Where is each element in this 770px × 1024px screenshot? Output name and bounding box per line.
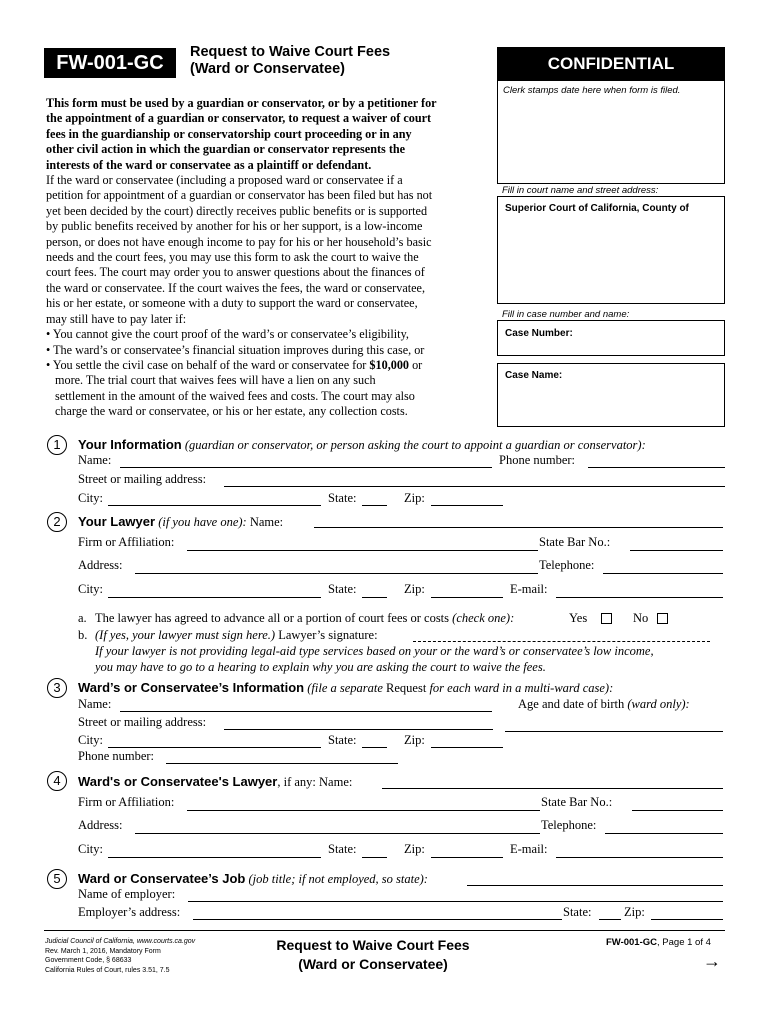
s2-zip-field[interactable] bbox=[431, 597, 503, 598]
section-2-heading bbox=[78, 513, 283, 531]
intro-line: yet been decided by the court) directly receives public benefits or is supported bbox=[46, 203, 428, 218]
section-5-note: (job title; if not employed, so state): bbox=[245, 872, 428, 886]
s1-zip-field[interactable] bbox=[431, 505, 503, 506]
footer-gov-code: Government Code, § 68633 bbox=[45, 957, 132, 964]
s3-age-field[interactable] bbox=[505, 731, 723, 732]
s2-a-check-note: (check one): bbox=[449, 611, 515, 625]
section-5-title: Ward or Conservatee’s Job bbox=[78, 871, 246, 886]
section-number-4: 4 bbox=[47, 771, 67, 791]
s3-zip-field[interactable] bbox=[431, 747, 503, 748]
s2-b-text bbox=[95, 628, 378, 643]
s2-warning-line2: you may have to go to a hearing to explain why you are asking the court to waive the fees. bbox=[95, 660, 546, 674]
section-3-note: (file a separate bbox=[304, 681, 387, 695]
s3-city-field[interactable] bbox=[108, 747, 321, 748]
footer-form-id: FW-001-GC bbox=[606, 937, 658, 948]
s3-state-label: State: bbox=[328, 733, 357, 747]
s1-city-field[interactable] bbox=[108, 505, 321, 506]
case-name-label: Case Name: bbox=[505, 370, 563, 381]
s3-phone-label: Phone number: bbox=[78, 749, 155, 763]
s5-state-label: State: bbox=[563, 905, 592, 919]
s4-name-label: Name: bbox=[315, 775, 353, 789]
s2-city-label: City: bbox=[78, 582, 104, 596]
s3-age-note: (ward only): bbox=[624, 697, 690, 711]
form-title-line1: Request to Waive Court Fees bbox=[190, 44, 391, 60]
intro-text bbox=[46, 96, 494, 420]
footer-revision: Rev. March 1, 2016, Mandatory Form bbox=[45, 947, 161, 955]
s1-phone-label: Phone number: bbox=[499, 453, 576, 467]
s4-firm-field[interactable] bbox=[187, 810, 540, 811]
s3-street-field[interactable] bbox=[224, 729, 493, 730]
s2-state-field[interactable] bbox=[362, 597, 387, 598]
intro-bullet: • You cannot give the court proof of the ward’s or conservatee’s eligibility, bbox=[46, 327, 409, 342]
s4-firm-label: Firm or Affiliation: bbox=[78, 795, 175, 809]
intro-line: needs and the court fees, you may use this form to ask the court to waive the bbox=[46, 250, 419, 265]
s2-name-field[interactable] bbox=[314, 527, 723, 528]
s2-tel-field[interactable] bbox=[603, 573, 723, 574]
section-3-title: Ward’s or Conservatee’s Information bbox=[78, 680, 305, 695]
yes-checkbox[interactable] bbox=[601, 613, 612, 624]
section-1-heading bbox=[78, 436, 646, 454]
section-number-3: 3 bbox=[47, 678, 67, 698]
s4-email-field[interactable] bbox=[556, 857, 723, 858]
s4-city-field[interactable] bbox=[108, 857, 321, 858]
s4-state-field[interactable] bbox=[362, 857, 387, 858]
s2-zip-label: Zip: bbox=[404, 582, 425, 596]
section-1-title: Your Information bbox=[78, 437, 182, 452]
s4-email-label: E-mail: bbox=[510, 842, 548, 856]
intro-line: may still have to pay later if: bbox=[46, 311, 187, 326]
s3-street-label: Street or mailing address: bbox=[78, 715, 207, 729]
footer-page-number: , Page 1 of 4 bbox=[657, 937, 711, 948]
footer-divider bbox=[44, 930, 725, 931]
section-2-note: (if you have one): bbox=[155, 515, 247, 529]
footer-left bbox=[45, 937, 195, 975]
s2-address-label: Address: bbox=[78, 558, 123, 572]
s2-state-label: State: bbox=[328, 582, 357, 596]
s4-bar-field[interactable] bbox=[632, 810, 723, 811]
s3-age-text: Age and date of birth bbox=[518, 697, 625, 711]
no-checkbox[interactable] bbox=[657, 613, 668, 624]
s4-address-label: Address: bbox=[78, 818, 123, 832]
s1-name-field[interactable] bbox=[120, 467, 492, 468]
section-1-note: (guardian or conservator, or person asking the court to appoint a guardian or conservator): bbox=[181, 438, 646, 452]
section-3-heading bbox=[78, 679, 613, 697]
s1-street-label: Street or mailing address: bbox=[78, 472, 207, 486]
intro-bold-line: other civil action in which the guardian or conservator represents the bbox=[46, 142, 406, 157]
s5-job-field[interactable] bbox=[467, 885, 723, 886]
case-info-note: Fill in case number and name: bbox=[502, 309, 630, 320]
footer-rules: California Rules of Court, rules 3.51, 7.5 bbox=[45, 966, 170, 974]
s4-tel-field[interactable] bbox=[605, 833, 723, 834]
s2-name-label: Name: bbox=[246, 515, 284, 529]
next-page-arrow-icon[interactable]: → bbox=[703, 951, 721, 971]
section-3-note-end: for each ward in a multi-ward case): bbox=[426, 681, 614, 695]
s4-bar-label: State Bar No.: bbox=[541, 795, 613, 809]
form-id-badge: FW-001-GC bbox=[44, 48, 176, 78]
footer-council: Judicial Council of California, www.courts.ca.gov bbox=[45, 938, 196, 945]
intro-bold-line: This form must be used by a guardian or conservator, or by a petitioner for bbox=[46, 96, 437, 110]
section-5-heading bbox=[78, 870, 428, 888]
intro-bullet-cont: charge the ward or conservatee, or his or her estate, any collection costs. bbox=[55, 404, 408, 419]
s5-employer-field[interactable] bbox=[188, 901, 723, 902]
court-name-label: Superior Court of California, County of bbox=[505, 203, 689, 214]
s5-zip-field[interactable] bbox=[651, 919, 723, 920]
s5-zip-label: Zip: bbox=[624, 905, 645, 919]
intro-bold-line: fees in the guardianship or conservatorship court proceeding or in any bbox=[46, 126, 412, 141]
section-2-title: Your Lawyer bbox=[78, 514, 156, 529]
intro-line: by public benefits received by another for his or her support, is a low-income bbox=[46, 219, 423, 234]
intro-bold-line: interests of the ward or conservatee as a plaintiff or defendant. bbox=[46, 157, 372, 172]
s2-sig-label: Lawyer’s signature: bbox=[275, 628, 378, 642]
intro-bold-line: the appointment of a guardian or conservator, to request a waiver of court bbox=[46, 111, 432, 126]
s1-zip-label: Zip: bbox=[404, 491, 425, 505]
footer-title-line1: Request to Waive Court Fees bbox=[276, 937, 470, 953]
s1-state-field[interactable] bbox=[362, 505, 387, 506]
s1-phone-field[interactable] bbox=[588, 467, 725, 468]
footer-title-line2: (Ward or Conservatee) bbox=[298, 956, 448, 972]
s4-address-field[interactable] bbox=[135, 833, 540, 834]
s5-emp-addr-label: Employer’s address: bbox=[78, 905, 181, 919]
s4-city-label: City: bbox=[78, 842, 104, 856]
court-name-note: Fill in court name and street address: bbox=[502, 185, 659, 196]
section-3-note-request: Request bbox=[386, 681, 427, 695]
intro-bullet bbox=[46, 358, 494, 373]
s2-email-field[interactable] bbox=[556, 597, 723, 598]
form-title bbox=[190, 44, 390, 78]
intro-line: person, or does not have enough income to pay for his or her household’s basic bbox=[46, 234, 432, 249]
s4-name-field[interactable] bbox=[382, 788, 723, 789]
s3-zip-label: Zip: bbox=[404, 733, 425, 747]
intro-line: If the ward or conservatee (including a proposed ward or conservatee if a bbox=[46, 173, 403, 188]
s2-a-text bbox=[95, 611, 514, 626]
section-4-note: , if any: bbox=[277, 775, 316, 789]
s4-state-label: State: bbox=[328, 842, 357, 856]
s2-bar-field[interactable] bbox=[630, 550, 723, 551]
s3-age-label bbox=[518, 697, 690, 712]
clerk-stamp-note: Clerk stamps date here when form is filed. bbox=[503, 85, 681, 96]
confidential-banner: CONFIDENTIAL bbox=[497, 47, 725, 80]
s5-employer-label: Name of employer: bbox=[78, 887, 176, 901]
form-title-line2: (Ward or Conservatee) bbox=[190, 61, 345, 77]
s2-bar-label: State Bar No.: bbox=[539, 535, 611, 549]
s1-state-label: State: bbox=[328, 491, 357, 505]
yes-label: Yes bbox=[569, 611, 588, 625]
s1-street-field[interactable] bbox=[224, 486, 725, 487]
s2-a-label: a. bbox=[78, 611, 87, 625]
s2-email-label: E-mail: bbox=[510, 582, 548, 596]
s2-tel-label: Telephone: bbox=[539, 558, 595, 572]
s4-tel-label: Telephone: bbox=[541, 818, 597, 832]
s2-firm-label: Firm or Affiliation: bbox=[78, 535, 175, 549]
s3-phone-field[interactable] bbox=[166, 763, 398, 764]
footer-title bbox=[250, 936, 496, 974]
bullet-text: • You settle the civil case on behalf of the ward or conservatee for bbox=[46, 357, 370, 372]
section-4-heading bbox=[78, 773, 352, 791]
s5-emp-addr-field[interactable] bbox=[193, 919, 562, 920]
section-number-1: 1 bbox=[47, 435, 67, 455]
intro-line: petition for appointment of a guardian or conservator has been filed but has not bbox=[46, 188, 433, 203]
bullet-text: or bbox=[409, 357, 423, 372]
s4-zip-field[interactable] bbox=[431, 857, 503, 858]
s3-name-field[interactable] bbox=[120, 711, 492, 712]
intro-line: the ward or conservatee. If the court waives the fees, the ward or conservatee, bbox=[46, 280, 425, 295]
s3-city-label: City: bbox=[78, 733, 104, 747]
s5-state-field[interactable] bbox=[599, 919, 621, 920]
intro-line: his or her estate, or someone with a duty to support the ward or conservatee, bbox=[46, 296, 418, 311]
s2-city-field[interactable] bbox=[108, 597, 321, 598]
s4-zip-label: Zip: bbox=[404, 842, 425, 856]
s1-city-label: City: bbox=[78, 491, 104, 505]
s2-address-field[interactable] bbox=[135, 573, 538, 574]
section-number-5: 5 bbox=[47, 869, 67, 889]
footer-page-info bbox=[606, 937, 711, 948]
s2-b-label: b. bbox=[78, 628, 88, 642]
lawyer-signature-field[interactable] bbox=[413, 641, 710, 642]
s2-b-note: (If yes, your lawyer must sign here.) bbox=[95, 628, 276, 642]
s3-name-label: Name: bbox=[78, 697, 112, 711]
settlement-amount: $10,000 bbox=[369, 357, 410, 372]
case-number-label: Case Number: bbox=[505, 328, 573, 339]
s2-a-question: The lawyer has agreed to advance all or a portion of court fees or costs bbox=[95, 611, 450, 625]
s1-name-label: Name: bbox=[78, 453, 112, 467]
intro-line: court fees. The court may order you to answer questions about the finances of bbox=[46, 265, 425, 280]
s2-warning-line1: If your lawyer is not providing legal-aid type services based on your or the ward’s or conservatee’s low income, bbox=[95, 644, 654, 658]
section-4-title: Ward's or Conservatee's Lawyer bbox=[78, 774, 278, 789]
section-number-2: 2 bbox=[47, 512, 67, 532]
intro-bullet: • The ward’s or conservatee’s financial situation improves during this case, or bbox=[46, 342, 425, 357]
intro-bullet-cont: settlement in the amount of the waived fees and costs. The court may also bbox=[55, 388, 415, 403]
s3-state-field[interactable] bbox=[362, 747, 387, 748]
no-label: No bbox=[633, 611, 649, 625]
intro-bullet-cont: more. The trial court that waives fees will have a lien on any such bbox=[55, 373, 376, 388]
s2-firm-field[interactable] bbox=[187, 550, 538, 551]
